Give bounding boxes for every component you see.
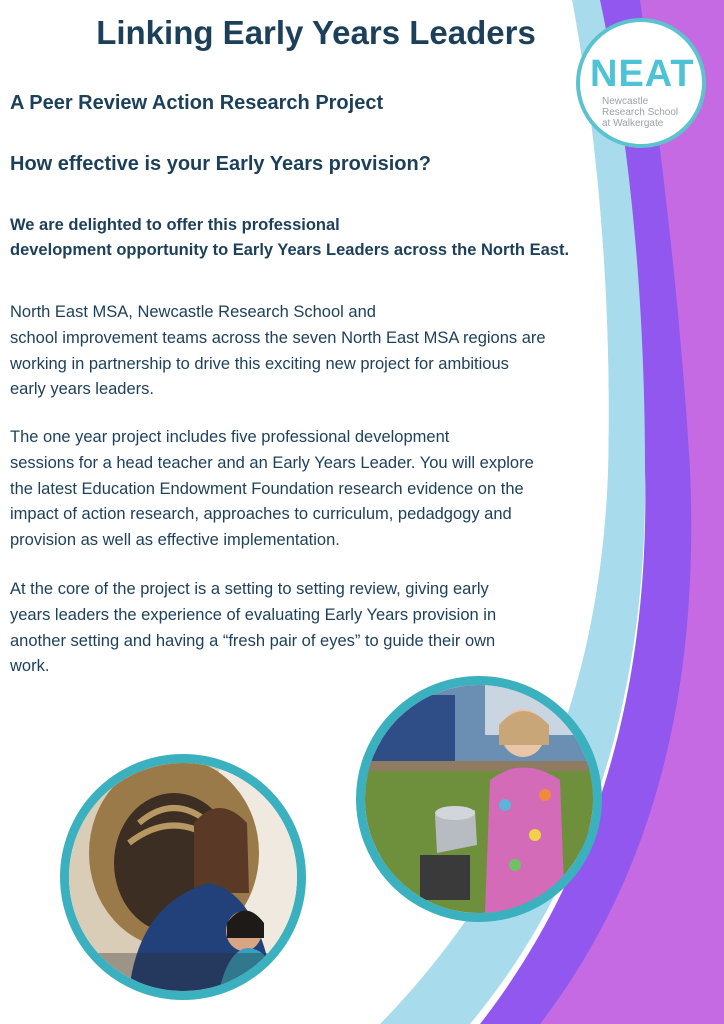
paragraph-line: sessions for a head teacher and an Early Years Leader. You will explore — [10, 453, 534, 472]
paragraph-line: another setting and having a “fresh pair of eyes” to guide their own — [10, 631, 496, 650]
paragraph-line: working in partnership to drive this exciting new project for ambitious — [10, 354, 509, 373]
logo-mark: NEAT — [590, 53, 695, 95]
paragraph-line: the latest Education Endowment Foundation research evidence on the — [10, 479, 524, 498]
intro-line: We are delighted to offer this professional — [10, 216, 340, 234]
logo-line-2: Research School — [602, 107, 679, 118]
teacher-with-child-photo — [60, 754, 306, 1000]
paragraph-line: school improvement teams across the seven North East MSA regions are — [10, 328, 546, 347]
paragraph-line: The one year project includes five professional development — [10, 428, 450, 446]
paragraph-line: years leaders the experience of evaluating Early Years provision in — [10, 605, 497, 624]
paragraph-line: work. — [10, 657, 50, 676]
child-pouring-water-outdoors-photo — [356, 676, 602, 922]
paragraph-line: provision as well as effective implementation. — [10, 531, 340, 550]
paragraph-review — [10, 577, 600, 680]
paragraph-sessions — [10, 425, 600, 554]
logo-line-1: Newcastle — [602, 96, 649, 107]
logo-text — [602, 96, 698, 129]
subtitle-project: A Peer Review Action Research Project — [10, 92, 384, 114]
page-title: Linking Early Years Leaders — [96, 14, 536, 51]
paragraph-partnership — [10, 300, 600, 403]
paragraph-line: At the core of the project is a setting to setting review, giving early — [10, 580, 489, 598]
neat-logo — [576, 18, 706, 148]
paragraph-line: early years leaders. — [10, 380, 154, 399]
intro-line: development opportunity to Early Years Leaders across the North East. — [10, 241, 570, 259]
paragraph-line: impact of action research, approaches to curriculum, pedadgogy and — [10, 505, 512, 524]
logo-line-3: at Walkergate — [602, 118, 664, 129]
subtitle-question: How effective is your Early Years provision? — [10, 153, 431, 175]
paragraph-line: North East MSA, Newcastle Research School and — [10, 303, 376, 321]
intro-paragraph — [10, 213, 610, 263]
